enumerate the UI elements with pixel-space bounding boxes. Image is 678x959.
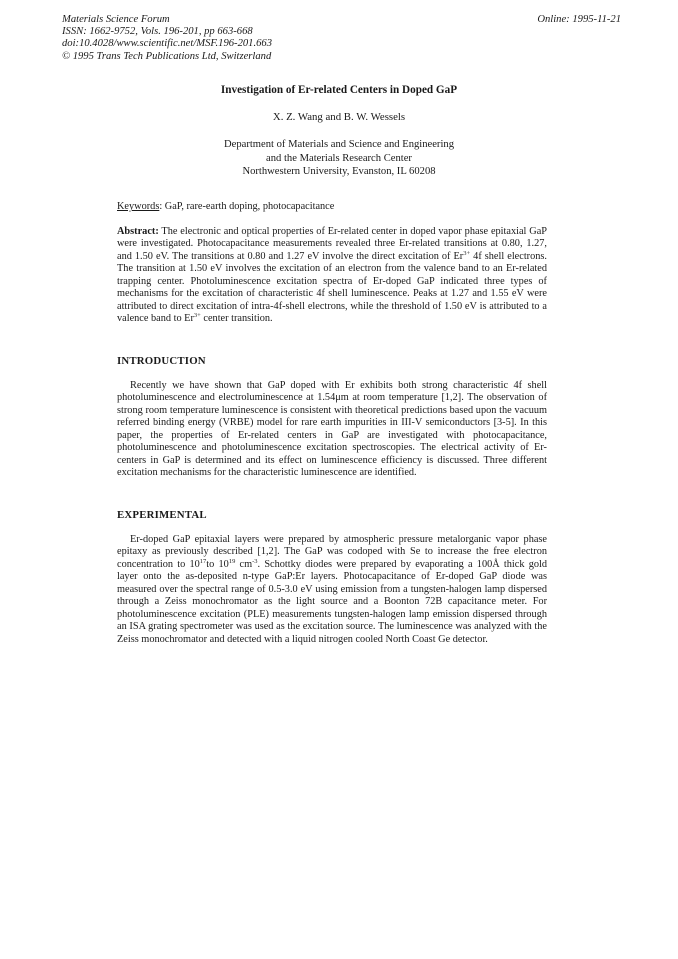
issn-line: ISSN: 1662-9752, Vols. 196-201, pp 663-668 bbox=[62, 26, 253, 38]
experimental-sup-3: -3 bbox=[252, 557, 258, 565]
affiliation-line-1: Department of Materials and Science and Engineering bbox=[223, 139, 455, 150]
keywords-label: Keywords bbox=[117, 201, 160, 212]
journal-name: Materials Science Forum bbox=[62, 14, 170, 25]
affiliation-line-2: and the Materials Research Center bbox=[266, 152, 412, 164]
experimental-text-4: . Schottky diodes were prepared by evaporating a 100Å thick gold layer onto the as-deposited n-type GaP:Er layers. Photocapacitance of Er-doped GaP diode was measured over the spectral range of 0.5-3.0 eV using emission from a tungsten-halogen lamp dispersed through a Zeiss monochromator as the light source and a Boonton 72B capacitance meter. For photoluminescence excitation (PLE) measurements tungsten-halogen lamp emission dispersed through an ISA grating spectrometer was used as the excitation source. The luminescence was analyzed with the Zeiss monochromator and detected with a liquid nitrogen cooled North Coast Ge detector. bbox=[117, 558, 547, 645]
experimental-sup-1: 17 bbox=[199, 557, 207, 565]
abstract-text-3: center transition. bbox=[200, 313, 273, 325]
abstract-sup-1: 3+ bbox=[463, 249, 471, 257]
experimental-body bbox=[117, 534, 547, 646]
online-date: Online: 1995-11-21 bbox=[537, 14, 621, 25]
abstract-text-2: 4f shell electrons. The transition at 1.50 eV involves the excitation of an electron from the valence band to an Er-related trapping center. Photoluminescence excitation spectra of Er-doped GaP indicated three types of mechanisms for the excitation of characteristic 4f shell luminescence. Peaks at 1.27 and 1.55 eV were attributed to direct excitation of intra-4f-shell electrons, while the threshold of 1.50 eV is attributed to a valence band to Er bbox=[117, 250, 547, 325]
abstract-sup-2: 3+ bbox=[193, 312, 201, 320]
experimental-text-3: cm bbox=[235, 558, 253, 570]
abstract-label: Abstract: bbox=[117, 226, 159, 237]
keywords-text: : GaP, rare-earth doping, photocapacitance bbox=[159, 201, 335, 212]
affiliation-line-3: Northwestern University, Evanston, IL 60208 bbox=[242, 166, 436, 177]
experimental-sup-2: 19 bbox=[228, 557, 236, 565]
journal-header bbox=[62, 14, 272, 63]
introduction-body: Recently we have shown that GaP doped with Er exhibits both strong characteristic 4f shell photoluminescence and electroluminescence at 1.54μm at room temperature [1,2]. The observation of strong room temperature luminescence is consistent with theoretical predictions based upon the vacuum referred binding energy (VRBE) model for rare earth impurities in III-V semiconductors [3-5]. In this paper, the properties of Er-related centers in GaP are investigated with photocapacitance, photoluminescence and photoluminescence excitation spectroscopies. The electrical activity of Er-centers in GaP is determined and its effect on luminescence efficiency is discussed. Three different excitation mechanisms for the characteristic luminescence are identified. bbox=[117, 380, 547, 479]
experimental-text-1: Er-doped GaP epitaxial layers were prepared by atmospheric pressure metalorganic vapor phase epitaxy as previously described [1,2]. The GaP was codoped with Se to increase the free electron concentration to 10 bbox=[117, 534, 547, 570]
abstract-text-1: The electronic and optical properties of Er-related center in doped vapor phase epitaxial GaP were investigated. Photocapacitance measurements revealed three Er-related transitions at 0.80, 1.27, and 1.50 eV. The transitions at 0.80 and 1.27 eV involve the direct excitation of Er bbox=[117, 226, 547, 262]
copyright-line: © 1995 Trans Tech Publications Ltd, Switzerland bbox=[62, 50, 272, 62]
paper-authors: X. Z. Wang and B. W. Wessels bbox=[272, 111, 406, 123]
paper-title: Investigation of Er-related Centers in Doped GaP bbox=[220, 84, 458, 96]
introduction-heading: INTRODUCTION bbox=[117, 355, 206, 367]
doi-line: doi:10.4028/www.scientific.net/MSF.196-201.663 bbox=[62, 38, 272, 50]
experimental-heading: EXPERIMENTAL bbox=[117, 509, 207, 521]
keywords bbox=[117, 201, 547, 213]
experimental-text-2: to 10 bbox=[206, 558, 229, 570]
abstract bbox=[117, 226, 547, 326]
affiliation bbox=[0, 138, 678, 179]
